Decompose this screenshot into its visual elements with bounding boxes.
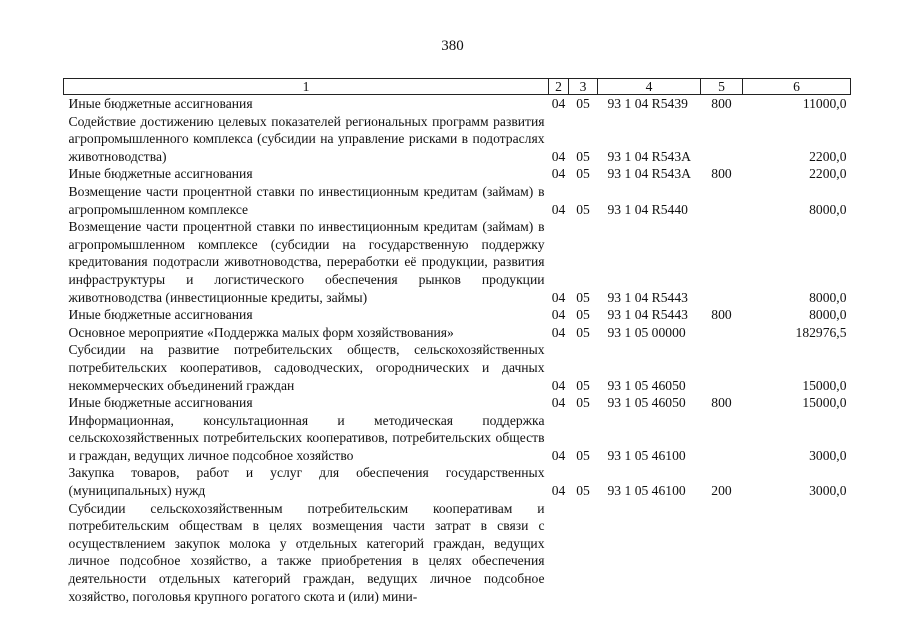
row-subsection: 05 <box>576 395 590 411</box>
row-name: Закупка товаров, работ и услуг для обеспечения государственных (муниципальных) нужд <box>68 465 545 499</box>
row-target-code: 93 1 04 R5439 <box>607 96 688 111</box>
row-name: Иные бюджетные ассигнования <box>68 96 253 111</box>
row-name: Иные бюджетные ассигнования <box>68 166 253 182</box>
header-col-2: 2 <box>549 79 569 95</box>
row-name: Иные бюджетные ассигнования <box>68 395 253 411</box>
row-subsection: 05 <box>576 148 590 164</box>
header-col-6: 6 <box>743 79 851 95</box>
row-amount: 182976,5 <box>795 324 847 340</box>
row-amount: 8000,0 <box>809 201 847 217</box>
row-target-code: 93 1 04 R543A <box>607 166 691 182</box>
row-section: 04 <box>551 166 566 182</box>
table-row <box>64 113 851 166</box>
row-amount: 11000,0 <box>802 96 847 111</box>
row-subsection: 05 <box>576 201 590 217</box>
row-expense-type <box>701 183 743 218</box>
row-section: 04 <box>551 96 566 111</box>
row-amount: 3000,0 <box>809 447 847 463</box>
row-amount: 15000,0 <box>802 395 847 411</box>
header-col-1: 1 <box>64 79 549 95</box>
row-target-code: 93 1 05 00000 <box>607 324 686 340</box>
budget-table <box>63 78 851 605</box>
row-target-code <box>598 500 701 606</box>
row-expense-type <box>701 412 743 465</box>
row-name: Субсидии сельскохозяйственным потребительским кооперативам и потребительским обществам в целях возмещения части затрат в связи с осуществлением закупок молока у отдельных категорий граждан, ведущих личное подсобное хозяйство, а также приобретения в целях обеспечения деятельности отдельных категорий граждан, ведущих личное подсобное хозяйство, поголовья крупного рогатого скота и (или) мини- <box>68 500 545 604</box>
row-section: 04 <box>551 395 566 411</box>
row-expense-type: 800 <box>711 307 732 323</box>
row-expense-type: 800 <box>711 395 732 411</box>
row-target-code: 93 1 05 46100 <box>607 447 686 463</box>
row-target-code: 93 1 04 R5440 <box>607 201 688 217</box>
header-row <box>64 79 851 95</box>
row-name: Иные бюджетные ассигнования <box>68 307 253 323</box>
row-section: 04 <box>551 447 566 463</box>
row-amount: 3000,0 <box>809 483 847 499</box>
table-row <box>64 324 851 342</box>
table-row <box>64 183 851 218</box>
row-subsection: 05 <box>576 166 590 182</box>
row-target-code: 93 1 04 R543A <box>607 148 691 164</box>
row-name: Основное мероприятие «Поддержка малых форм хозяйствования» <box>68 324 454 340</box>
row-subsection: 05 <box>576 483 590 499</box>
row-name: Возмещение части процентной ставки по инвестиционным кредитам (займам) в агропромышленном комплексе <box>68 183 545 217</box>
row-expense-type <box>701 500 743 606</box>
row-name: Субсидии на развитие потребительских обществ, сельскохозяйственных потребительских кооперативов, садоводческих, огороднических и дачных некоммерческих объединений граждан <box>68 342 545 393</box>
table-row <box>64 95 851 113</box>
page-number: 380 <box>441 38 464 54</box>
row-expense-type <box>701 113 743 166</box>
row-subsection: 05 <box>576 289 590 305</box>
row-name: Содействие достижению целевых показателей региональных программ развития агропромышленного комплекса (субсидии на управление рисками в подотраслях животноводства) <box>68 113 545 164</box>
row-expense-type: 800 <box>711 96 732 111</box>
row-expense-type <box>701 341 743 394</box>
table-row <box>64 394 851 412</box>
row-expense-type <box>701 324 743 342</box>
row-subsection: 05 <box>576 307 590 323</box>
row-amount: 2200,0 <box>809 166 847 182</box>
row-expense-type: 200 <box>711 483 732 499</box>
row-amount: 2200,0 <box>809 148 847 164</box>
row-subsection: 05 <box>576 96 590 111</box>
header-col-3: 3 <box>569 79 598 95</box>
header-col-4: 4 <box>598 79 701 95</box>
row-amount <box>743 500 851 606</box>
row-name: Информационная, консультационная и методическая поддержка сельскохозяйственных потребительских кооперативов, потребительских обществ и граждан, ведущих личное подсобное хозяйство <box>68 412 545 463</box>
table-row <box>64 341 851 394</box>
row-amount: 15000,0 <box>802 377 847 393</box>
row-target-code: 93 1 04 R5443 <box>607 307 688 323</box>
row-section: 04 <box>551 148 566 164</box>
row-section: 04 <box>551 324 566 340</box>
row-section: 04 <box>551 377 566 393</box>
table-row <box>64 218 851 306</box>
row-subsection <box>569 500 598 606</box>
row-target-code: 93 1 05 46050 <box>607 395 686 411</box>
row-target-code: 93 1 05 46100 <box>607 483 686 499</box>
table-row <box>64 500 851 606</box>
row-section: 04 <box>551 289 566 305</box>
table-row <box>64 464 851 499</box>
table-row <box>64 306 851 324</box>
row-section <box>549 500 569 606</box>
table-row <box>64 412 851 465</box>
row-subsection: 05 <box>576 447 590 463</box>
row-name: Возмещение части процентной ставки по инвестиционным кредитам (займам) в агропромышленном комплексе (субсидии на государственную поддержку кредитования подотрасли животноводства, переработки её продукции, развития инфраструктуры и логистического обеспечения рынков продукции животноводства (инвестиционные кредиты, займы) <box>68 219 545 305</box>
row-target-code: 93 1 05 46050 <box>607 377 686 393</box>
table-row <box>64 165 851 183</box>
row-expense-type <box>701 218 743 306</box>
row-amount: 8000,0 <box>809 307 847 323</box>
row-expense-type: 800 <box>711 166 732 182</box>
row-subsection: 05 <box>576 377 590 393</box>
row-target-code: 93 1 04 R5443 <box>607 289 688 305</box>
header-col-5: 5 <box>701 79 743 95</box>
row-section: 04 <box>551 483 566 499</box>
row-section: 04 <box>551 307 566 323</box>
row-amount: 8000,0 <box>809 289 847 305</box>
row-subsection: 05 <box>576 324 590 340</box>
row-section: 04 <box>551 201 566 217</box>
